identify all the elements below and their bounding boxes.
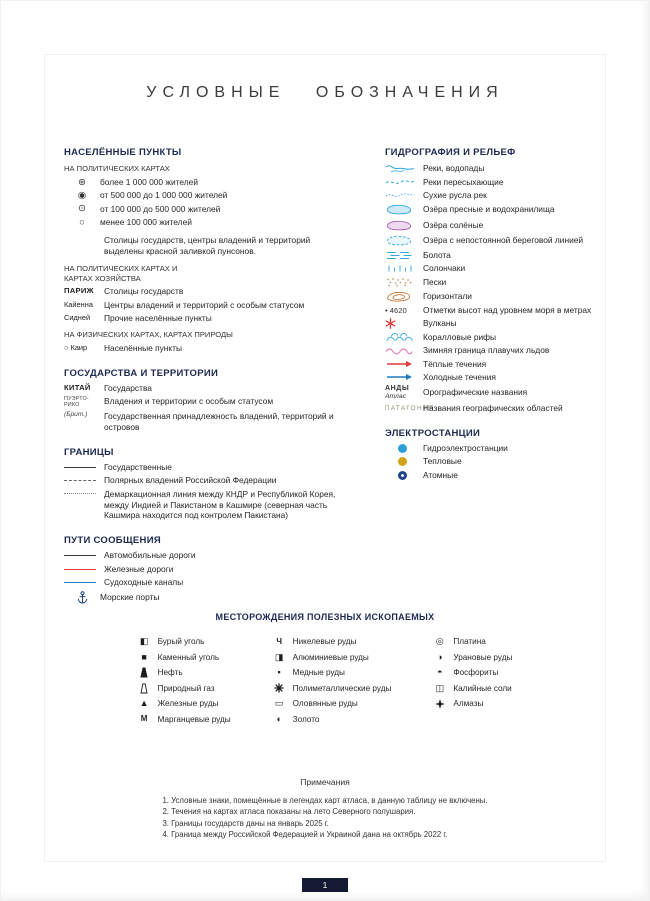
- hard-coal-icon: ■: [141, 651, 147, 662]
- mineral-row: [273, 713, 392, 725]
- border-row: [64, 475, 336, 486]
- mineral-row: [273, 636, 392, 648]
- settlement-size-row: [64, 190, 336, 201]
- mountain-range-example: АНДЫ: [385, 385, 410, 393]
- salt-marsh-icon: [385, 263, 419, 274]
- hydro-row: [385, 203, 603, 216]
- territory-center-example: Кайенна: [64, 299, 93, 309]
- contour-lines-icon: [385, 290, 419, 302]
- note-line: 1. Условные знаки, помещённые в легендах карт атласа, в данную таблицу не включены.: [162, 795, 488, 805]
- hydro-label: Холодные течения: [423, 371, 496, 382]
- note-line: 3. Границы государств даны на январь 2025 г.: [162, 818, 329, 828]
- mineral-label: Алюминиевые руды: [292, 652, 369, 662]
- settlement-size-row: [64, 217, 336, 228]
- city-under-100k-icon: ○: [79, 216, 85, 228]
- settlements-sub-physical: НА ФИЗИЧЕСКИХ КАРТАХ, КАРТАХ ПРИРОДЫ: [64, 330, 233, 340]
- dry-riverbed-icon: [385, 190, 419, 200]
- power-row: [385, 443, 603, 454]
- other-settlement-example: Сидней: [64, 313, 91, 323]
- hydro-row: [385, 250, 603, 261]
- mineral-row: [138, 682, 231, 694]
- settlement-name-label: Центры владений и территорий с особым статусом: [104, 299, 305, 310]
- left-column: [64, 147, 336, 606]
- route-row: [64, 577, 336, 588]
- hydro-label: Пески: [423, 276, 447, 287]
- thermal-plant-icon: [398, 457, 407, 466]
- mineral-label: Оловянные руды: [292, 699, 358, 708]
- hydro-label: Отметки высот над уровнем моря в метрах: [423, 304, 592, 315]
- anchor-icon: [64, 591, 100, 604]
- settlement-name-row: [64, 313, 336, 324]
- hydro-label: Сухие русла рек: [423, 189, 487, 200]
- hydro-row: [385, 403, 603, 414]
- minerals-section: [0, 612, 650, 729]
- volcano-icon: [385, 318, 419, 329]
- canal-line-icon: [64, 582, 96, 583]
- state-row: [64, 411, 336, 433]
- state-label: Государственная принадлежность владений, территорий и островов: [104, 410, 334, 432]
- brown-coal-icon: ◧: [139, 636, 149, 646]
- hydro-label: Озёра солёные: [423, 219, 484, 230]
- mineral-row: [273, 682, 392, 694]
- physical-settlement-label: Населённые пункты: [104, 343, 183, 354]
- hydro-label: Вулканы: [423, 318, 457, 329]
- right-column: [385, 147, 603, 483]
- mineral-label: Алмазы: [453, 699, 484, 708]
- page-number-badge: 1: [302, 878, 348, 892]
- oil-derrick-icon: [138, 667, 151, 678]
- state-label: Государства: [104, 383, 152, 393]
- settlement-size-label: менее 100 000 жителей: [100, 217, 192, 228]
- hydro-label: Тёплые течения: [423, 358, 487, 369]
- salt-lake-icon: [385, 219, 419, 232]
- sands-icon: [385, 277, 419, 287]
- copper-ore-icon: ▪: [277, 667, 281, 677]
- settlement-size-row: [64, 204, 336, 215]
- hydro-label: Реки пересыхающие: [423, 176, 504, 187]
- power-heading: ЭЛЕКТРОСТАНЦИИ: [385, 427, 481, 439]
- route-label: Железные дороги: [104, 563, 174, 574]
- notes-list: [162, 793, 487, 842]
- settlement-size-label: от 100 000 до 500 000 жителей: [100, 203, 221, 214]
- mineral-label: Урановые руды: [453, 652, 513, 662]
- settlement-size-label: более 1 000 000 жителей: [100, 176, 199, 187]
- hydro-row: [385, 318, 603, 329]
- territory-name-example: ПУЭРТО-РИКО: [64, 396, 89, 409]
- state-row: [64, 396, 336, 408]
- mineral-row: [273, 698, 392, 710]
- aluminum-ore-icon: ◨: [274, 651, 284, 662]
- settlements-heading: НАСЕЛЁННЫЕ ПУНКТЫ: [64, 147, 182, 158]
- hydro-row: [385, 290, 603, 302]
- phosphorite-icon: ◓: [437, 667, 443, 677]
- hydro-row: [385, 190, 603, 201]
- hydro-row: [385, 372, 603, 383]
- manganese-ore-icon: М: [140, 714, 148, 723]
- gas-derrick-icon: [138, 683, 151, 694]
- mineral-label: Железные руды: [157, 699, 219, 708]
- hydro-row: [385, 162, 603, 174]
- mineral-label: Бурый уголь: [157, 637, 205, 646]
- iron-ore-icon: ▲: [139, 698, 149, 708]
- mineral-row: [273, 651, 392, 663]
- power-label: Тепловые: [423, 456, 462, 467]
- orographic-name-example: [385, 385, 409, 400]
- hydro-label: Озёра с непостоянной береговой линией: [423, 235, 584, 246]
- potassium-salt-icon: ◫: [435, 682, 445, 693]
- minerals-grid: [0, 632, 650, 729]
- cold-current-icon: [385, 373, 419, 381]
- mineral-label: Полиметаллические руды: [292, 683, 392, 693]
- settlement-name-row: [64, 286, 336, 297]
- platinum-icon: ◎: [435, 636, 444, 646]
- hydro-label: Болота: [423, 249, 451, 260]
- city-100k-500k-icon: ⊙: [78, 203, 86, 215]
- route-label: Автомобильные дороги: [104, 550, 196, 561]
- borders-heading: ГРАНИЦЫ: [64, 446, 114, 458]
- hydro-row: [385, 359, 603, 370]
- mineral-row: [433, 636, 512, 648]
- settlement-size-label: от 500 000 до 1 000 000 жителей: [100, 190, 228, 201]
- mineral-label: Каменный уголь: [157, 652, 220, 662]
- hydrography-heading: ГИДРОГРАФИЯ И РЕЛЬЕФ: [385, 147, 516, 158]
- capitals-note: Столицы государств, центры владений и территорий выделены красной заливкой пунсонов.: [104, 235, 311, 257]
- mineral-row: [138, 667, 231, 679]
- mineral-label: Природный газ: [157, 683, 215, 693]
- warm-current-icon: [385, 360, 419, 368]
- intermittent-river-icon: [385, 177, 419, 187]
- route-label: Морские порты: [100, 591, 160, 602]
- notes-section: [0, 777, 650, 842]
- hydro-label: Орографические названия: [423, 387, 528, 398]
- border-row: [64, 489, 336, 522]
- hydro-label: Солончаки: [423, 263, 466, 274]
- mineral-label: Фосфориты: [453, 668, 499, 677]
- mineral-row: [433, 682, 512, 694]
- railway-line-icon: [64, 569, 96, 570]
- variable-shoreline-lake-icon: [385, 234, 419, 247]
- settlement-name-row: [64, 300, 336, 311]
- note-line: 4. Граница между Российской Федерацией и Украиной дана на октябрь 2022 г.: [162, 830, 448, 839]
- city-500k-1m-icon: ◉: [77, 189, 87, 201]
- border-label: Государственные: [104, 461, 172, 472]
- mineral-label: Марганцевые руды: [157, 714, 231, 724]
- coral-reef-icon: [385, 332, 419, 342]
- tin-ore-icon: ▭: [274, 698, 284, 708]
- power-label: Гидроэлектростанции: [423, 442, 508, 453]
- power-row: [385, 456, 603, 467]
- minerals-heading: МЕСТОРОЖДЕНИЯ ПОЛЕЗНЫХ ИСКОПАЕМЫХ: [215, 612, 435, 622]
- diamond-sparkle-icon: [433, 699, 446, 709]
- notes-heading: Примечания: [300, 777, 350, 787]
- rivers-icon: [385, 162, 419, 174]
- settlement-size-row: [64, 177, 336, 188]
- settlements-sub-political: НА ПОЛИТИЧЕСКИХ КАРТАХ: [64, 164, 170, 173]
- mineral-row: [138, 651, 231, 663]
- hydro-label: Озёра пресные и водохранилища: [423, 204, 555, 215]
- physical-settlement-row: [64, 343, 336, 354]
- border-label: Демаркационная линия между КНДР и Республикой Корея, между Индией и Пакистаном в Кашмире (северная часть Кашмира находится под контролем Пакистана): [104, 488, 336, 521]
- route-row: [64, 591, 336, 604]
- hydro-label: Коралловые рифы: [423, 331, 497, 342]
- routes-heading: ПУТИ СООБЩЕНИЯ: [64, 535, 161, 547]
- mineral-label: Калийные соли: [453, 683, 512, 693]
- note-line: 2. Течения на картах атласа показаны на лето Северного полушария.: [162, 807, 416, 816]
- minerals-column-2: [273, 632, 392, 729]
- hydro-row: [385, 177, 603, 188]
- nuclear-plant-icon: [398, 471, 407, 480]
- mineral-label: Золото: [292, 714, 320, 724]
- state-border-line-icon: [64, 467, 96, 468]
- hydro-row: [385, 385, 603, 400]
- power-row: [385, 470, 603, 481]
- settlement-name-label: Прочие населённые пункты: [104, 313, 212, 324]
- mineral-label: Платина: [453, 637, 486, 646]
- power-label: Атомные: [423, 469, 458, 480]
- mineral-label: Нефть: [157, 668, 183, 677]
- minerals-column-1: [138, 632, 231, 729]
- mineral-row: [433, 667, 512, 679]
- uranium-ore-icon: ◑: [437, 651, 443, 662]
- nickel-ore-icon: Ч: [276, 636, 282, 646]
- hydro-label: Горизонтали: [423, 290, 472, 301]
- region-name-example: ПАТАГОНИЯ: [385, 404, 435, 412]
- mineral-label: Никелевые руды: [292, 637, 357, 646]
- gold-icon: ◐: [276, 713, 282, 724]
- city-over-1m-icon: ⊛: [78, 176, 86, 188]
- capital-example: ПАРИЖ: [64, 286, 94, 296]
- hydro-row: [385, 345, 603, 356]
- fresh-lake-icon: [385, 203, 419, 216]
- border-label: Полярных владений Российской Федерации: [104, 475, 277, 486]
- affiliation-example: (Брит.): [64, 410, 88, 418]
- country-name-example: КИТАЙ: [64, 383, 91, 392]
- mineral-row: [433, 651, 512, 663]
- hydro-row: [385, 332, 603, 343]
- route-label: Судоходные каналы: [104, 577, 184, 588]
- hydro-row: [385, 305, 603, 316]
- ice-boundary-icon: [385, 346, 419, 355]
- mineral-row: [138, 698, 231, 710]
- minerals-column-3: [433, 632, 512, 729]
- polymetallic-star-icon: [273, 683, 286, 693]
- state-row: [64, 383, 336, 394]
- mineral-row: [273, 667, 392, 679]
- mineral-label: Медные руды: [292, 668, 345, 677]
- hydro-plant-icon: [398, 444, 407, 453]
- mountain-name-example: Атлас: [385, 393, 407, 401]
- hydro-row: [385, 234, 603, 247]
- settlement-name-label: Столицы государств: [104, 286, 184, 297]
- swamp-icon: [385, 250, 419, 261]
- border-row: [64, 462, 336, 473]
- physical-settlement-example: ○ Каир: [64, 343, 88, 353]
- state-label: Владения и территории с особым статусом: [104, 396, 274, 407]
- mineral-row: [433, 698, 512, 710]
- route-row: [64, 550, 336, 561]
- polar-border-line-icon: [64, 480, 96, 481]
- settlements-sub-political-economy: НА ПОЛИТИЧЕСКИХ КАРТАХ И КАРТАХ ХОЗЯЙСТВА: [64, 263, 178, 283]
- hydro-label: Реки, водопады: [423, 162, 485, 173]
- page-title: УСЛОВНЫЕ ОБОЗНАЧЕНИЯ: [146, 84, 504, 101]
- route-row: [64, 564, 336, 575]
- hydro-row: [385, 219, 603, 232]
- states-heading: ГОСУДАРСТВА И ТЕРРИТОРИИ: [64, 368, 219, 379]
- hydro-row: [385, 277, 603, 288]
- demarcation-line-icon: [64, 493, 96, 494]
- road-line-icon: [64, 555, 96, 556]
- hydro-label: Зимняя граница плавучих льдов: [423, 345, 550, 356]
- mineral-row: [138, 713, 231, 725]
- mineral-row: [138, 636, 231, 648]
- hydro-label: Названия географических областей: [423, 403, 563, 414]
- hydro-row: [385, 263, 603, 274]
- elevation-mark-example: • 4620: [385, 305, 407, 315]
